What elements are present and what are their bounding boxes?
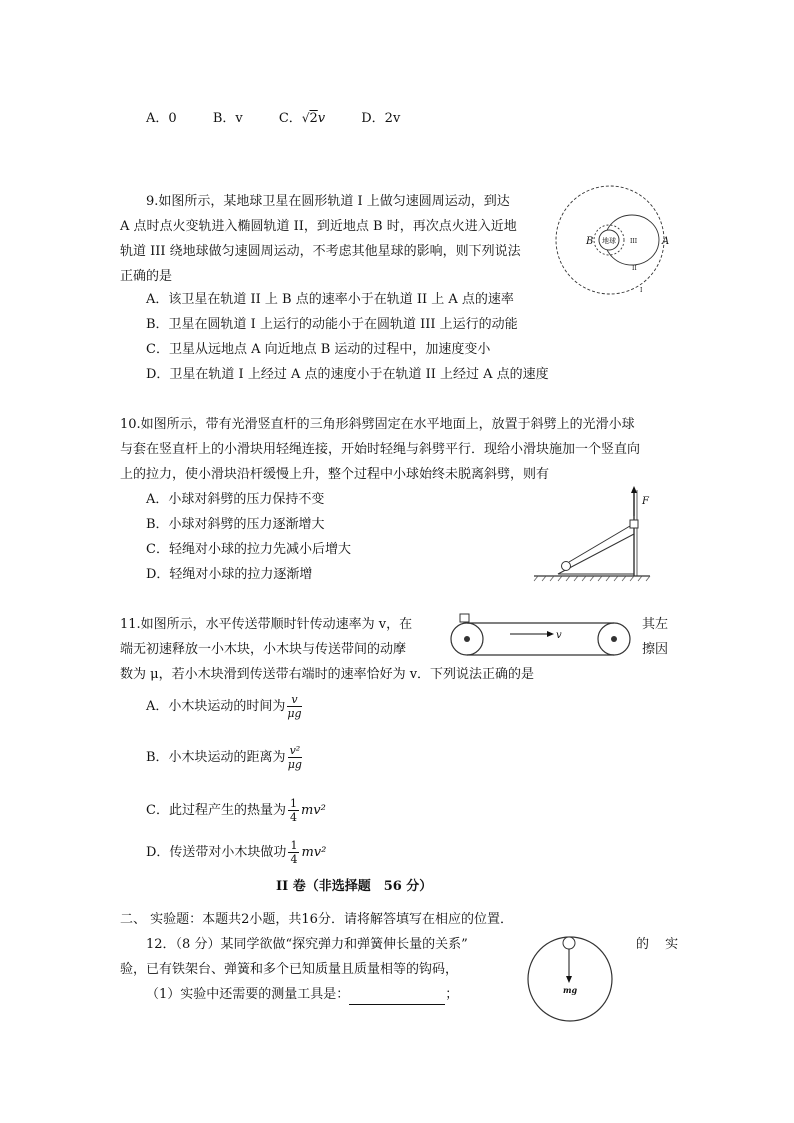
option-c: C．√2v bbox=[278, 111, 326, 126]
q12-line2: 验，已有铁架台、弹簧和多个已知质量且质量相等的钩码， bbox=[120, 962, 459, 977]
q9-line: A 点时点火变轨进入椭圆轨道 II，到近地点 B 时，再次点火进入近地 bbox=[120, 219, 517, 234]
q11-option-a: A．小木块运动的时间为 $\frac{v}{\mu g}$ bbox=[146, 693, 302, 720]
q9-option-a: A．该卫星在轨道 II 上 B 点的速率小于在轨道 II 上 A 点的速率 bbox=[146, 292, 514, 307]
section-heading: II 卷（非选择题 56 分） bbox=[276, 879, 433, 894]
fraction: $\frac{v}{\mu g}$ bbox=[287, 693, 302, 720]
q10-incline-figure bbox=[530, 484, 660, 584]
small-ball bbox=[562, 562, 571, 571]
fraction: $\frac{\text{v²}}{\mu g}$ bbox=[287, 744, 302, 771]
wood-block bbox=[460, 614, 469, 622]
small-ball bbox=[563, 937, 575, 949]
left-roller-axle bbox=[464, 636, 470, 642]
q9-line: 9.如图所示，某地球卫星在圆形轨道 I 上做匀速圆周运动，到达 bbox=[146, 194, 510, 209]
label-iii: III bbox=[630, 238, 638, 245]
q10-option-d: D．轻绳对小球的拉力逐渐增 bbox=[146, 567, 313, 582]
q12-line3: （1）实验中还需要的测量工具是： ； bbox=[146, 985, 458, 1005]
q11-line2-left: 端无初速释放一小木块，小木块与传送带间的动摩 bbox=[120, 642, 407, 657]
ground-hatch bbox=[534, 576, 650, 581]
q11-conveyor-figure bbox=[448, 610, 638, 660]
fraction: $\frac{1}{4}$ bbox=[289, 797, 297, 824]
slider-block bbox=[630, 520, 638, 528]
q10-options bbox=[146, 490, 351, 585]
q10-stem bbox=[120, 415, 640, 485]
q9-line: 正确的是 bbox=[120, 269, 173, 284]
q10-line: 上的拉力，使小滑块沿杆缓慢上升，整个过程中小球始终未脱离斜劈，则有 bbox=[120, 467, 550, 482]
mg-label: mg bbox=[563, 985, 578, 995]
label-a: A bbox=[662, 236, 670, 247]
option-b: B．v bbox=[212, 111, 243, 126]
q11-option-c: C．此过程产生的热量为 $\frac{1}{4}$ mv² bbox=[146, 797, 326, 824]
q12-line1-right: 的 实 bbox=[636, 937, 685, 952]
q11-option-d: D．传送带对小木块做功 $\frac{1}{4}$ mv² bbox=[146, 839, 327, 866]
q9-line: 轨道 III 绕地球做匀速圆周运动，不考虑其他星球的影响，则下列说法 bbox=[120, 244, 521, 259]
label-b: B bbox=[586, 236, 594, 247]
q9-option-c: C．卫星从远地点 A 向近地点 B 运动的过程中，加速度变小 bbox=[146, 342, 491, 357]
label-i: I bbox=[640, 287, 643, 294]
label-ii: II bbox=[632, 265, 637, 272]
rope bbox=[569, 526, 630, 562]
velocity-arrow-head bbox=[547, 631, 554, 637]
answer-blank[interactable] bbox=[349, 990, 445, 1005]
earth-label: 地球 bbox=[602, 237, 616, 245]
q10-option-c: C．轻绳对小球的拉力先减小后增大 bbox=[146, 542, 351, 557]
section-part-title: 二、 实验题：本题共2小题，共16分．请将解答填写在相应的位置． bbox=[120, 912, 513, 927]
weight-arrow-head bbox=[566, 976, 572, 983]
q9-option-d: D．卫星在轨道 I 上经过 A 点的速度小于在轨道 II 上经过 A 点的速度 bbox=[146, 367, 549, 382]
q11-line1-right: 其左 bbox=[642, 617, 669, 632]
q9-option-b: B．卫星在圆轨道 I 上运行的动能小于在圆轨道 III 上运行的动能 bbox=[146, 317, 518, 332]
q9-options bbox=[146, 290, 549, 385]
q9-orbit-figure bbox=[552, 180, 672, 300]
option-a: A．0 bbox=[146, 111, 177, 126]
q10-option-b: B．小球对斜劈的压力逐渐增大 bbox=[146, 517, 325, 532]
force-label: F bbox=[642, 496, 649, 507]
q11-option-b: B．小木块运动的距离为 $\frac{\text{v²}}{\mu g}$ bbox=[146, 744, 302, 771]
q12-figure bbox=[527, 935, 617, 1025]
q10-line: 与套在竖直杆上的小滑块用轻绳连接，开始时轻绳与斜劈平行．现给小滑块施加一个竖直向 bbox=[120, 442, 641, 457]
fraction: $\frac{1}{4}$ bbox=[290, 839, 298, 866]
q11-line2-right: 擦因 bbox=[642, 642, 669, 657]
q10-option-a: A．小球对斜劈的压力保持不变 bbox=[146, 492, 325, 507]
q12-line1-left: 12．（8 分）某同学欲做“探究弹力和弹簧伸长量的关系” bbox=[146, 937, 468, 952]
top-options-row bbox=[146, 108, 432, 129]
q10-line: 10.如图所示，带有光滑竖直杆的三角形斜劈固定在水平地面上，放置于斜劈上的光滑小球 bbox=[120, 417, 635, 432]
q11-line1-left: 11.如图所示，水平传送带顺时针传动速率为 v，在 bbox=[120, 617, 413, 632]
q9-stem bbox=[120, 192, 521, 287]
force-arrow-head bbox=[631, 486, 637, 493]
option-d: D．2v bbox=[361, 111, 401, 126]
velocity-label: v bbox=[556, 630, 562, 641]
right-roller-axle bbox=[611, 636, 617, 642]
q11-line3: 数为 μ，若小木块滑到传送带右端时的速率恰好为 v．下列说法正确的是 bbox=[120, 667, 535, 682]
